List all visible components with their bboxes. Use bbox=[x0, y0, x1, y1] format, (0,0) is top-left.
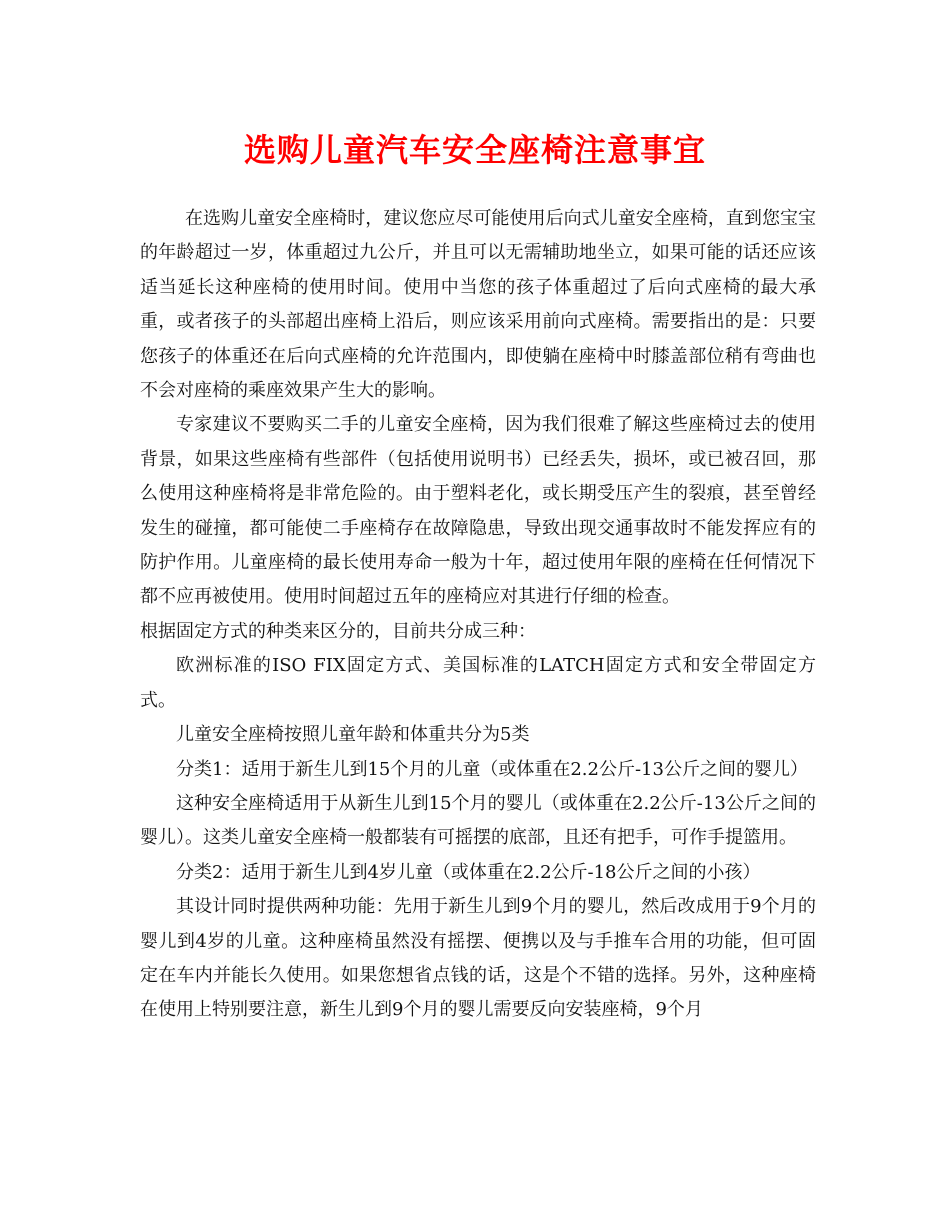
paragraph-fixing-methods-intro: 根据固定方式的种类来区分的，目前共分成三种： bbox=[140, 620, 536, 642]
page-title: 选购儿童汽车安全座椅注意事宜 bbox=[243, 131, 706, 169]
document-body bbox=[140, 202, 816, 1028]
paragraph-category-2-detail: 其设计同时提供两种功能：先用于新生儿到9个月的婴儿，然后改成用于9个月的婴儿到4岁的儿童。这种座椅虽然没有摇摆、便携以及与手推车合用的功能，但可固定在车内并能长久使用。如果您想省点钱的话，这是个不错的选择。另外，这种座椅在使用上特别要注意，新生儿到9个月的婴儿需要反向安装座椅，9个月 bbox=[140, 896, 816, 1021]
paragraph-category-2-heading: 分类2：适用于新生儿到4岁儿童（或体重在2.2公斤-18公斤之间的小孩） bbox=[176, 861, 761, 883]
paragraph-fixing-methods-list: 欧洲标准的ISO FIX固定方式、美国标准的LATCH固定方式和安全带固定方式。 bbox=[140, 655, 816, 711]
paragraph-rear-facing-advice: 在选购儿童安全座椅时，建议您应尽可能使用后向式儿童安全座椅，直到您宝宝的年龄超过一岁，体重超过九公斤，并且可以无需辅助地坐立，如果可能的话还应该适当延长这种座椅的使用时间。使用中当您的孩子体重超过了后向式座椅的最大承重，或者孩子的头部超出座椅上沿后，则应该采用前向式座椅。需要指出的是：只要您孩子的体重还在后向式座椅的允许范围内，即使躺在座椅中时膝盖部位稍有弯曲也不会对座椅的乘座效果产生大的影响。 bbox=[140, 208, 816, 402]
paragraph-category-1-detail: 这种安全座椅适用于从新生儿到15个月的婴儿（或体重在2.2公斤-13公斤之间的婴儿）。这类儿童安全座椅一般都装有可摇摆的底部，且还有把手，可作手提篮用。 bbox=[140, 792, 816, 849]
paragraph-second-hand-warning: 专家建议不要购买二手的儿童安全座椅，因为我们很难了解这些座椅过去的使用背景，如果这些座椅有些部件（包括使用说明书）已经丢失，损坏，或已被召回，那么使用这种座椅将是非常危险的。由于塑料老化，或长期受压产生的裂痕，甚至曾经发生的碰撞，都可能使二手座椅存在故障隐患，导致出现交通事故时不能发挥应有的防护作用。儿童座椅的最长使用寿命一般为十年，超过使用年限的座椅在任何情况下都不应再被使用。使用时间超过五年的座椅应对其进行仔细的检查。 bbox=[140, 414, 816, 608]
paragraph-categories-intro: 儿童安全座椅按照儿童年龄和体重共分为5类 bbox=[176, 724, 530, 746]
paragraph-category-1-heading: 分类1：适用于新生儿到15个月的儿童（或体重在2.2公斤-13公斤之间的婴儿） bbox=[176, 758, 808, 780]
